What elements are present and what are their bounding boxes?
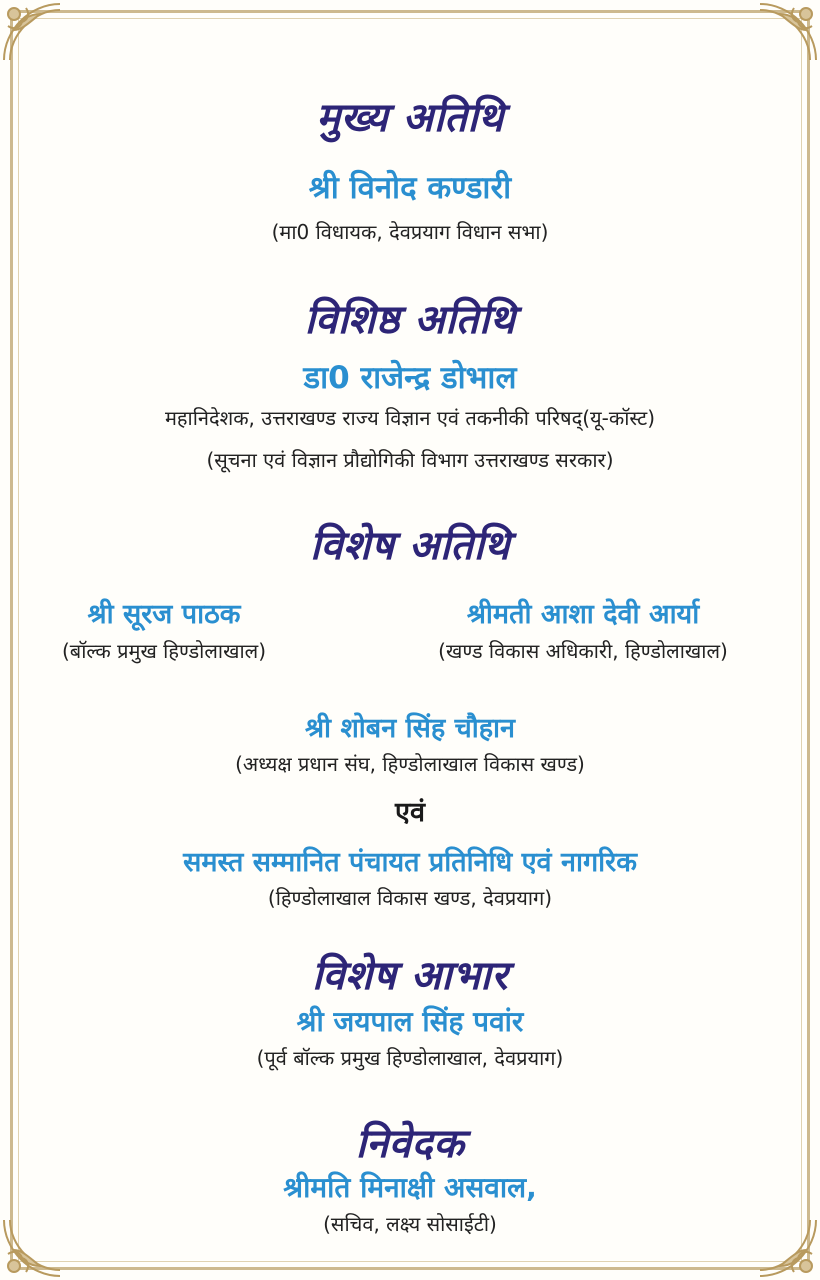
all-representatives-desc: (हिण्डोलाखाल विकास खण्ड, देवप्रयाग) — [267, 886, 553, 910]
distinguished-guest-desc2: (सूचना एवं विज्ञान प्रौद्योगिकी विभाग उत्तराखण्ड सरकार) — [206, 448, 614, 472]
chief-guest-name: श्री विनोद कण्डारी — [308, 170, 512, 206]
requester-name: श्रीमति मिनाक्षी असवाल, — [283, 1171, 537, 1204]
all-representatives-name: समस्त सम्मानित पंचायत प्रतिनिधि एवं नागरिक — [183, 847, 637, 878]
requester-heading: निवेदक — [355, 1120, 465, 1167]
special-thanks-heading: विशेष आभार — [311, 952, 509, 999]
corner-ornament-icon — [756, 0, 820, 64]
corner-ornament-icon — [0, 0, 64, 64]
special-guest-left-desc: (बॉल्क प्रमुख हिण्डोलाखाल) — [61, 639, 267, 663]
conjunction-text: एवं — [395, 797, 425, 828]
special-guest-heading: विशेष अतिथि — [310, 522, 510, 569]
special-thanks-name: श्री जयपाल सिंह पवांर — [296, 1005, 524, 1038]
special-guest-center-name: श्री शोबन सिंह चौहान — [304, 713, 516, 744]
chief-guest-desc: (मा0 विधायक, देवप्रयाग विधान सभा) — [271, 220, 549, 244]
requester-desc: (सचिव, लक्ष्य सोसाईटी) — [323, 1212, 497, 1236]
distinguished-guest-name: डा0 राजेन्द्र डोभाल — [303, 360, 517, 396]
special-guest-left-name: श्री सूरज पाठक — [87, 599, 241, 630]
chief-guest-heading: मुख्य अतिथि — [316, 94, 504, 141]
special-guest-left — [14, 594, 314, 664]
special-guest-right-desc: (खण्ड विकास अधिकारी, हिण्डोलाखाल) — [438, 639, 728, 663]
special-thanks-desc: (पूर्व बॉल्क प्रमुख हिण्डोलाखाल, देवप्रयाग) — [256, 1046, 564, 1070]
special-guest-right — [358, 594, 808, 664]
distinguished-guest-desc1: महानिदेशक, उत्तराखण्ड राज्य विज्ञान एवं तकनीकी परिषद्(यू-कॉस्ट) — [164, 406, 656, 430]
special-guest-right-name: श्रीमती आशा देवी आर्या — [466, 599, 700, 630]
special-guest-center-desc: (अध्यक्ष प्रधान संघ, हिण्डोलाखाल विकास खण्ड) — [235, 752, 585, 776]
distinguished-guest-heading: विशिष्ठ अतिथि — [304, 296, 516, 343]
